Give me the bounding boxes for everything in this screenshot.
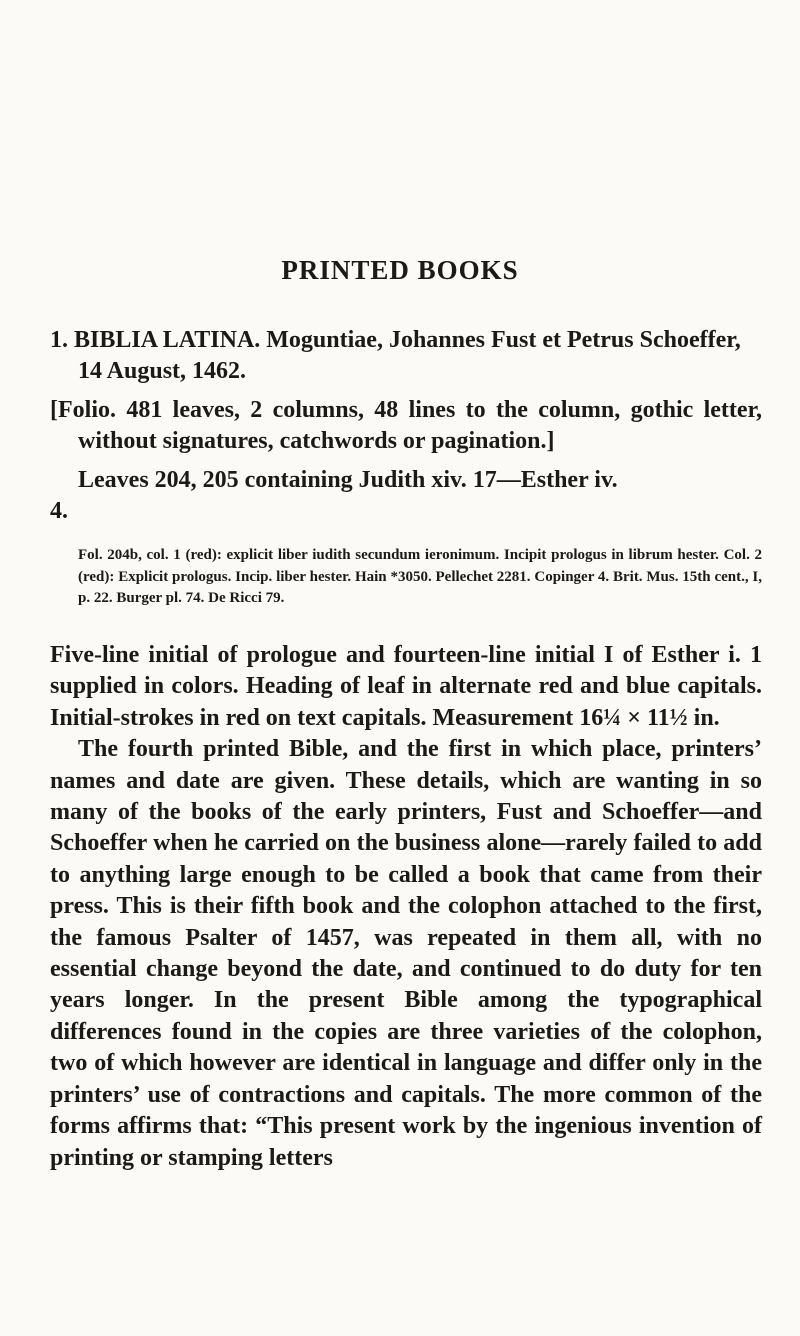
collation-text: [Folio. 481 leaves, 2 columns, 48 lines to the column, gothic letter, without signatures, catchwords or pagination.] — [50, 397, 762, 455]
page-heading: PRINTED BOOKS — [281, 255, 519, 285]
collation — [50, 395, 762, 458]
bibliographic-note — [78, 545, 762, 610]
commentary — [50, 734, 762, 1174]
description-text: Five-line initial of prologue and fourteen-line initial I of Esther i. 1 supplied in colors. Heading of leaf in alternate red and blue capitals. Initial-strokes in red on text capitals. Measurement 16¼ × 11½ in. — [50, 642, 762, 731]
leaves-line-2: 4. — [50, 498, 68, 525]
leaves-line-1: Leaves 204, 205 containing Judith xiv. 17—Esther iv. — [78, 467, 618, 493]
entry-title — [50, 325, 762, 388]
bibliographic-note-text: Fol. 204b, col. 1 (red): explicit liber iudith secundum ieronimum. Incipit prologus in librum hester. Col. 2 (red): Explicit prologus. Incip. liber hester. Hain *3050. Pellechet 2281. Copinger 4. Brit. Mus. 15th cent., I, p. 22. Burger pl. 74. De Ricci 79. — [78, 547, 762, 606]
entry-title-text: 1. BIBLIA LATINA. Moguntiae, Johannes Fust et Petrus Schoeffer, 14 August, 1462. — [50, 327, 741, 385]
commentary-text: The fourth printed Bible, and the first in which place, printers’ names and date are given. These details, which are wanting in so many of the books of the early printers, Fust and Schoeffer—and Schoeffer when he carried on the business alone—rarely failed to add to anything large enough to be called a book that came from their press. This is their fifth book and the colophon attached to the first, the famous Psalter of 1457, was repeated in them all, with no essential change beyond the date, and continued to do duty for ten years longer. In the present Bible among the typographical differences found in the copies are three varieties of the colophon, two of which however are identical in language and differ only in the printers’ use of contractions and capitals. The more common of the forms affirms that: “This present work by the ingenious invention of printing or stamping letters — [50, 736, 762, 1171]
entry-body — [50, 640, 762, 1174]
leaves-statement — [50, 465, 762, 528]
description — [50, 640, 762, 734]
